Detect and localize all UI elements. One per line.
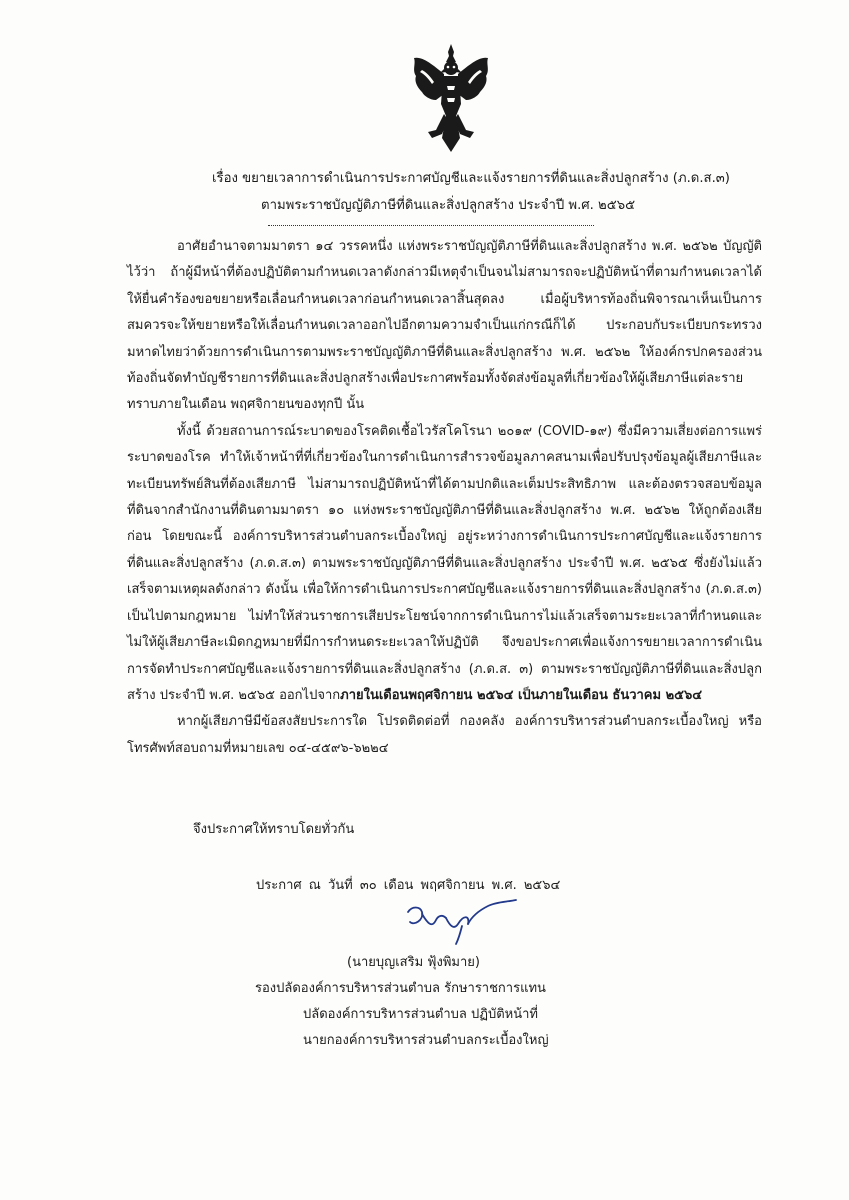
paragraph-reason-text: ทั้งนี้ ด้วยสถานการณ์ระบาดของโรคติดเชื้อไวรัสโคโรนา ๒๐๑๙ (COVID-๑๙) ซึ่งมีความเสี่ยงต่อการแพร่ระบาดของโรค ทำให้เจ้าหน้าที่ที่เกี่ยวข้องในการดำเนินการสำรวจข้อมูลภาคสนามเพื่อปรับปรุงข้อมูลผู้เสียภาษีและทะเบียนทรัพย์สินที่ต้องเสียภาษี ไม่สามารถปฏิบัติหน้าที่ได้ตามปกติและเต็มประสิทธิภาพ และต้องตรวจสอบข้อมูลที่ดินจากสำนักงานที่ดินตามมาตรา ๑๐ แห่งพระราชบัญญัติภาษีที่ดินและสิ่งปลูกสร้าง พ.ศ. ๒๕๖๒ ให้ถูกต้องเสียก่อน โดยขณะนี้ องค์การบริหารส่วนตำบลกระเบื้องใหญ่ อยู่ระหว่างการดำเนินการประกาศบัญชีและแจ้งรายการที่ดินและสิ่งปลูกสร้าง (ภ.ด.ส.๓) ตามพระราชบัญญัติภาษีที่ดินและสิ่งปลูกสร้าง ประจำปี พ.ศ. ๒๕๖๕ ซึ่งยังไม่แล้วเสร็จตามเหตุผลดังกล่าว ดังนั้น เพื่อให้การดำเนินการประกาศบัญชีและแจ้งรายการที่ดินและสิ่งปลูกสร้าง (ภ.ด.ส.๓) เป็นไปตามกฎหมาย ไม่ทำให้ส่วนราชการเสียประโยชน์จากการดำเนินการไม่แล้วเสร็จตามระยะเวลาที่กำหนดและไม่ให้ผู้เสียภาษีละเมิดกฎหมายที่มีการกำหนดระยะเวลาให้ปฏิบัติ จึงขอประกาศเพื่อแจ้งการขยายเวลาการดำเนินการจัดทำประกาศบัญชีและแจ้งรายการที่ดินและสิ่งปลูกสร้าง (ภ.ด.ส. ๓) ตามพระราชบัญญัติภาษีที่ดินและสิ่งปลูกสร้าง ประจำปี พ.ศ. ๒๕๖๕ ออกไปจาก	[127, 423, 762, 703]
paragraph-legal-basis: อาศัยอำนาจตามมาตรา ๑๔ วรรคหนึ่ง แห่งพระราชบัญญัติภาษีที่ดินและสิ่งปลูกสร้าง พ.ศ. ๒๕๖๒ บัญญัติไว้ว่า ถ้าผู้มีหน้าที่ต้องปฏิบัติตามกำหนดเวลาดังกล่าวมีเหตุจำเป็นจนไม่สามารถจะปฏิบัติหน้าที่ตามกำหนดเวลาได้ ให้ยื่นคำร้องขอขยายหรือเลื่อนกำหนดเวลาก่อนกำหนดเวลาสิ้นสุดลง เมื่อผู้บริหารท้องถิ่นพิจารณาเห็นเป็นการสมควรจะให้ขยายหรือให้เลื่อนกำหนดเวลาออกไปอีกตามความจำเป็นแก่กรณีก็ได้ ประกอบกับระเบียบกระทรวงมหาดไทยว่าด้วยการดำเนินการตามพระราชบัญญัติภาษีที่ดินและสิ่งปลูกสร้าง พ.ศ. ๒๕๖๒ ให้องค์กรปกครองส่วนท้องถิ่นจัดทำบัญชีรายการที่ดินและสิ่งปลูกสร้างเพื่อประกาศพร้อมทั้งจัดส่งข้อมูลที่เกี่ยวข้องให้ผู้เสียภาษีแต่ละรายทราบภายในเดือน พฤศจิกายนของทุกปี นั้น	[127, 239, 762, 413]
subject-line-1: เรื่อง ขยายเวลาการดำเนินการประกาศบัญชีและแจ้งรายการที่ดินและสิ่งปลูกสร้าง (ภ.ด.ส.๓)	[212, 171, 730, 186]
subject-heading	[212, 165, 812, 219]
garuda-emblem-icon	[410, 42, 492, 154]
subject-line-2: ตามพระราชบัญญัติภาษีที่ดินและสิ่งปลูกสร้าง ประจำปี พ.ศ. ๒๕๖๕	[261, 198, 636, 213]
announcement-date: ประกาศ ณ วันที่ ๓๐ เดือน พฤศจิกายน พ.ศ. ๒๕๖๔	[256, 878, 561, 893]
extended-deadline: ภายในเดือนพฤศจิกายน ๒๕๖๔ เป็นภายในเดือน ธันวาคม ๒๕๖๔	[340, 687, 703, 703]
signatory-name: (นายบุญเสริม ฟุ้งพิมาย)	[347, 955, 480, 970]
signatory-block	[255, 950, 675, 1054]
signatory-title-1: รองปลัดองค์การบริหารส่วนตำบล รักษาราชการแทน	[255, 981, 546, 996]
announcement-body	[127, 234, 762, 762]
paragraph-contact: หากผู้เสียภาษีมีข้อสงสัยประการใด โปรดติดต่อที่ กองคลัง องค์การบริหารส่วนตำบลกระเบื้องใหญ่ หรือ โทรศัพท์สอบถามที่หมายเลข ๐๔-๔๕๙๖-๖๒๒๔	[127, 714, 762, 756]
paragraph-reason	[127, 419, 762, 709]
signatory-title-3: นายกองค์การบริหารส่วนตำบลกระเบื้องใหญ่	[303, 1033, 549, 1048]
signatory-title-2: ปลัดองค์การบริหารส่วนตำบล ปฏิบัติหน้าที่	[303, 1007, 538, 1022]
dotted-divider	[268, 225, 594, 226]
closing-statement: จึงประกาศให้ทราบโดยทั่วกัน	[193, 822, 355, 837]
handwritten-signature	[398, 896, 528, 948]
